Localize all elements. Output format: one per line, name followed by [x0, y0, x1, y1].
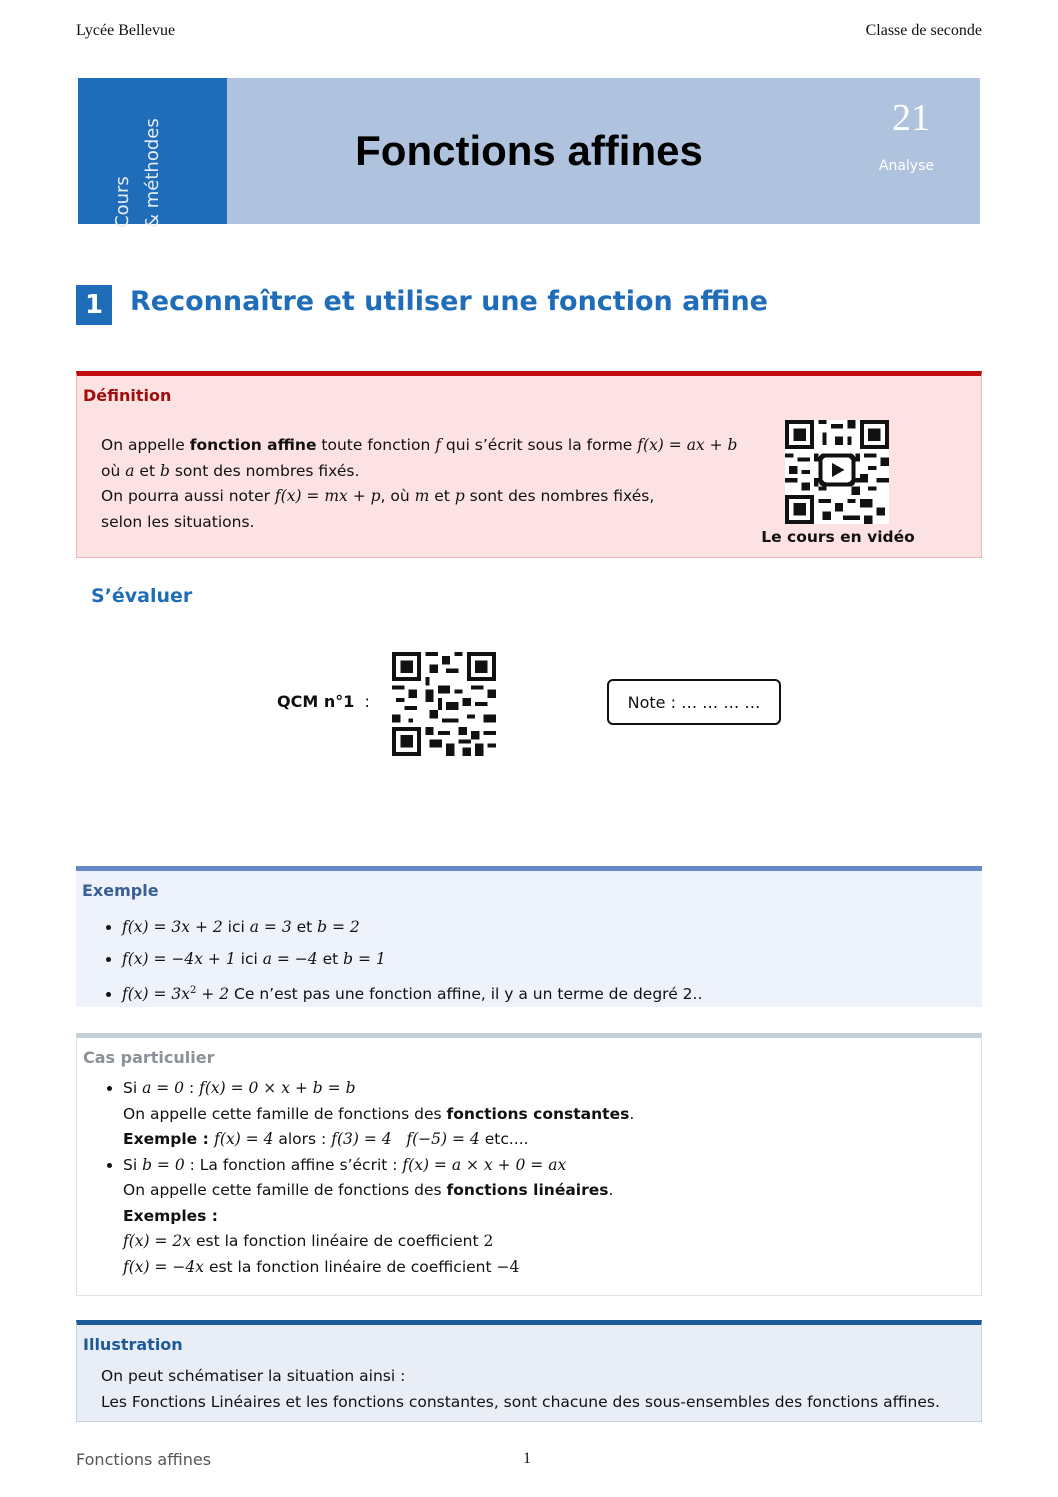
- page-number: 1: [523, 1450, 531, 1467]
- formula-affine: f(x) = ax + b: [637, 436, 738, 454]
- footer-title: Fonctions affines: [76, 1450, 212, 1469]
- special-case-list: [99, 1076, 634, 1280]
- banner-tab-line1: Cours: [112, 176, 133, 228]
- banner-tab-text: [108, 78, 168, 228]
- special-case-linear: • Si b = 0 : La fonction affine s’écrit : f(x) = a × x + 0 = ax On appelle cette famille de fonctions des fonctions linéaires. Exemples : f(x) = 2x est la fonction linéaire de coefficient 2 f(x) = −4x est la fonction linéaire de coefficient −4: [123, 1153, 634, 1281]
- illustration-text: [101, 1364, 940, 1415]
- example-item-1: • f(x) = 3x + 2 ici a = 3 et b = 2: [122, 911, 702, 943]
- example-title: Exemple: [82, 881, 159, 900]
- banner-tab-line2: & méthodes: [142, 118, 163, 228]
- definition-line-1: On appelle fonction affine toute fonction f qui s’écrit sous la forme f(x) = ax + b: [101, 436, 738, 454]
- section-number: 1: [76, 285, 112, 325]
- banner-tab: [78, 78, 227, 228]
- qcm-qr-code-icon[interactable]: [392, 652, 496, 756]
- definition-title: Définition: [83, 386, 172, 405]
- chapter-banner: [78, 78, 980, 228]
- formula-mx-p: f(x) = mx + p: [274, 487, 381, 505]
- definition-box: [76, 371, 982, 558]
- illustration-box: [76, 1320, 982, 1422]
- special-case-title: Cas particulier: [83, 1048, 215, 1067]
- chapter-title: Fonctions affines: [355, 127, 703, 174]
- header-school: Lycée Bellevue: [76, 22, 176, 39]
- definition-line-2: où a et b sont des nombres fixés.: [101, 461, 360, 480]
- example-item-2: • f(x) = −4x + 1 ici a = −4 et b = 1: [122, 943, 702, 975]
- chapter-number: 21: [892, 97, 930, 139]
- evaluate-heading: S’évaluer: [91, 585, 193, 607]
- section-title: Reconnaître et utiliser une fonction affine: [130, 286, 768, 317]
- header-class: Classe de seconde: [865, 22, 982, 39]
- chapter-subject: Analyse: [878, 158, 934, 174]
- video-qr-code-icon[interactable]: [785, 420, 889, 524]
- qcm-label: QCM n°1 :: [277, 692, 370, 711]
- definition-line-4: selon les situations.: [101, 512, 255, 531]
- example-list: [98, 911, 702, 1010]
- example-item-3: • $f(x) = 3x^2 + 2$ Ce n’est pas une fonction affine, il y a un terme de degré 2..: [122, 975, 702, 1010]
- example-box: [76, 866, 982, 1007]
- note-field[interactable]: Note : … … … …: [607, 679, 781, 725]
- definition-line-3: On pourra aussi noter f(x) = mx + p, où m et p sont des nombres fixés,: [101, 487, 655, 505]
- illustration-line-2: Les Fonctions Linéaires et les fonctions constantes, sont chacune des sous-ensembles des fonctions affines.: [101, 1392, 940, 1411]
- illustration-line-1: On peut schématiser la situation ainsi :: [101, 1367, 406, 1385]
- definition-text: [101, 433, 741, 535]
- special-case-box: [76, 1033, 982, 1296]
- video-caption: Le cours en vidéo: [761, 528, 915, 546]
- illustration-title: Illustration: [83, 1335, 183, 1354]
- special-case-constant: • Si a = 0 : f(x) = 0 × x + b = b On appelle cette famille de fonctions des fonctions constantes. Exemple : f(x) = 4 alors : f(3) = 4 f(−5) = 4 etc....: [123, 1076, 634, 1153]
